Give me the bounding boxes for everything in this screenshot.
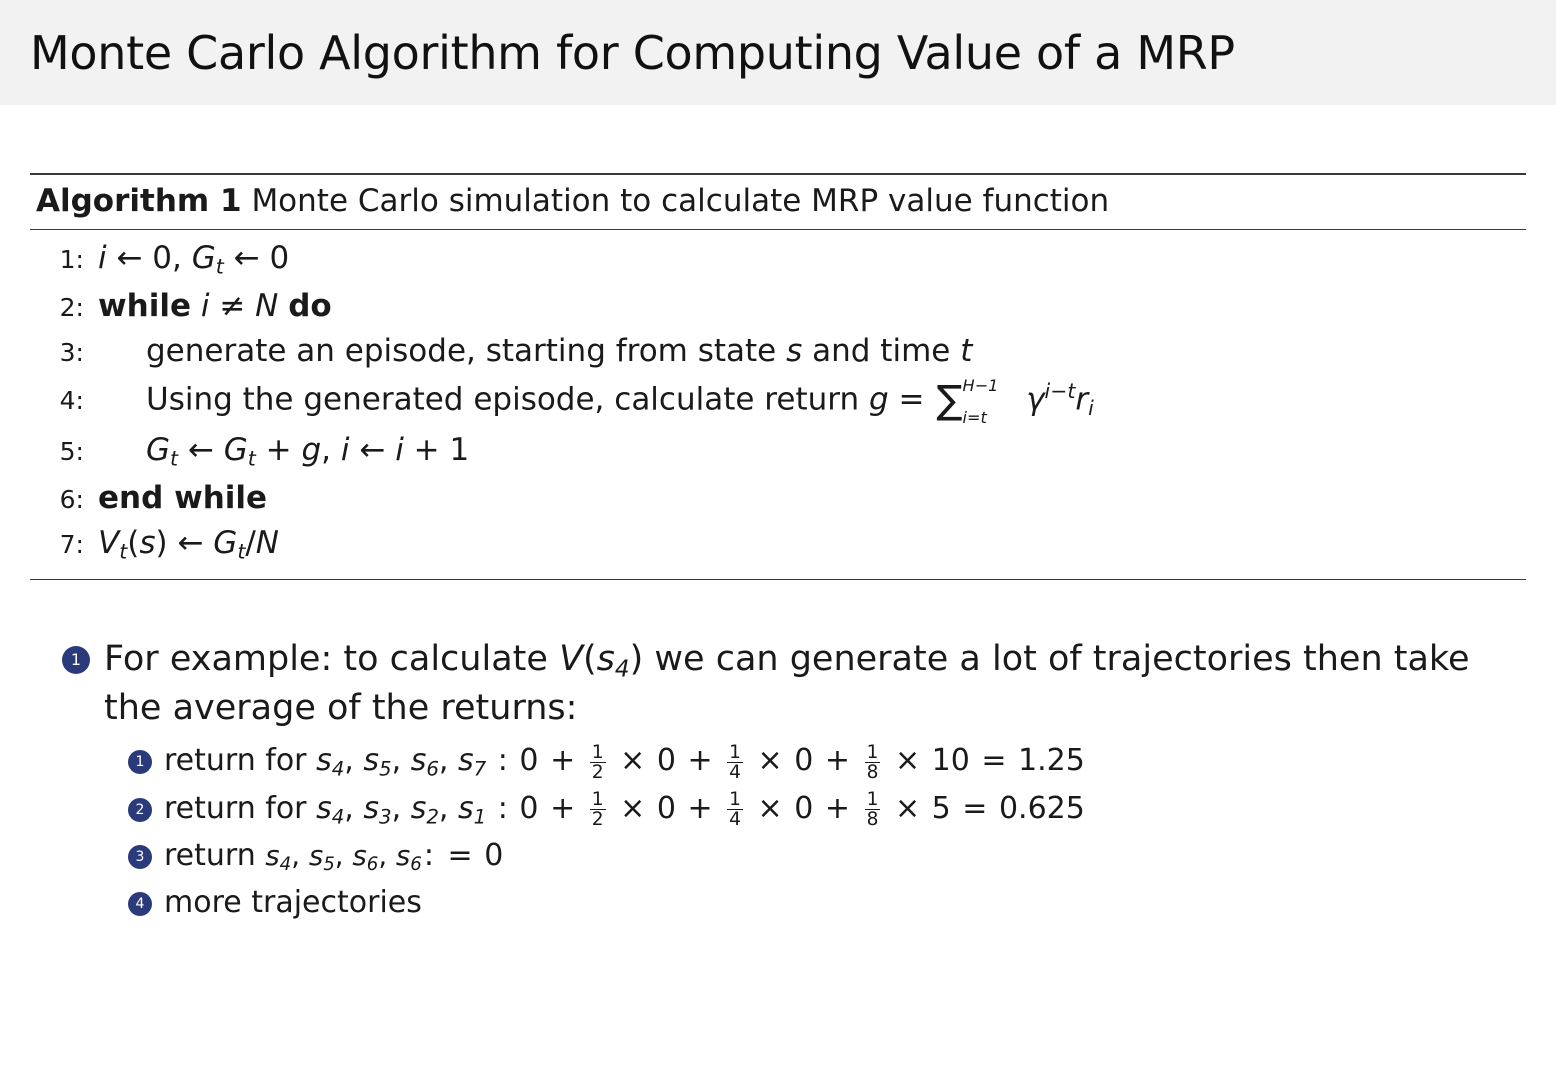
bullet-sub-text: return for $s_4$, $s_5$, $s_6$, $s_7$ : 0 + $\frac{1}{2}$ × 0 + $\frac{1}{4}$ × 0 + $\frac{1}{8}$ × 10 = 1.25 [164,741,1085,784]
line-number: 6: [59,485,84,515]
algorithm-line [30,521,1526,569]
line-number: 2: [59,293,84,323]
bullet-main-text [104,636,1504,731]
sum-lower-limit: i=t [962,408,987,428]
bullet-sub-list [128,741,1522,921]
bullet-marker-icon: 2 [128,798,152,822]
algorithm-bottom-rule [30,579,1526,580]
bullet-sub-item [128,836,1522,877]
bullet-sub-item [128,883,1522,922]
algorithm-line [30,476,1526,521]
line4-equals: = [898,381,925,418]
bullet-main-before: For example: to calculate [104,639,548,680]
fraction-one-half: $\frac{1}{2}$ [591,741,604,784]
fraction-one-fourth: $\frac{1}{4}$ [729,789,741,831]
line-code: $G_t$ ← $G_t + g$, i ← i + 1 [146,431,470,471]
bullet-marker-icon: 1 [128,750,152,774]
algorithm-line [30,329,1526,374]
summation-symbol: ∑ H−1 i=t [936,376,999,428]
sub3-label: return [164,837,256,873]
line3-text2: and time [812,333,951,370]
line-number: 7: [59,530,84,560]
line-code: i ← 0, $G_t$ ← 0 [98,240,290,279]
line-code: while i ≠ N do [98,288,332,325]
sub1-result: 1.25 [1018,743,1085,779]
line4-gamma-exp: i−t [1044,379,1076,404]
line4-r-sub: i [1088,396,1094,421]
bullet-marker-icon: 1 [62,646,90,674]
sub2-result: 0.625 [998,790,1085,826]
sub3-result: 0 [484,837,504,873]
line-code [98,376,1094,428]
sub2-label: return for [164,790,307,826]
fraction-one-eighth: $\frac{1}{8}$ [866,789,879,831]
line-number: 4: [59,386,84,416]
bullet-sub-text: more trajectories [164,884,422,920]
bullet-sub-item [128,789,1522,830]
line4-r: r [1075,381,1089,418]
bullet-main-expr: $V(s_4)$ [559,639,644,683]
algorithm-block [30,173,1526,580]
fraction-one-half: $\frac{1}{2}$ [591,789,604,831]
line-code: $V_t(s)$ ← $G_t/N$ [98,525,279,564]
line-code: end while [98,480,268,517]
algorithm-line [30,236,1526,284]
bullet-item-main [62,636,1522,731]
algorithm-caption: Monte Carlo simulation to calculate MRP value function [251,183,1110,219]
bullet-marker-icon: 3 [128,845,152,869]
bullet-list [62,636,1522,921]
fraction-one-eighth: $\frac{1}{8}$ [866,741,879,784]
line-number: 3: [59,338,84,368]
algorithm-label: Algorithm 1 [36,183,242,219]
algorithm-header [30,175,1526,229]
line4-prefix: Using the generated episode, calculate return [146,381,860,418]
fraction-one-fourth: $\frac{1}{4}$ [729,741,741,784]
line-code [98,333,973,370]
bullet-sub-text: return $s_4$, $s_5$, $s_6$, $s_6$: = 0 [164,837,504,875]
line4-gamma: γ [1026,381,1045,418]
algorithm-line [30,374,1526,428]
sub1-label: return for [164,743,307,779]
line3-time-var: t [960,333,973,370]
line4-g: g [868,381,889,418]
bullet-main-after: we can generate a lot of trajectories then take the average of the returns: [104,639,1470,729]
bullet-sub-item [128,741,1522,782]
bullet-sub-text: return for $s_4$, $s_3$, $s_2$, $s_1$ : 0 + $\frac{1}{2}$ × 0 + $\frac{1}{4}$ × 0 + $\frac{1}{8}$ × 5 = 0.625 [164,789,1085,831]
line-number: 5: [59,436,84,466]
line3-state-var: s [786,333,803,370]
line-number: 1: [59,245,84,274]
line3-text: generate an episode, starting from state [146,333,777,370]
page-title: Monte Carlo Algorithm for Computing Value of a MRP [30,25,1235,80]
slide-title-bar [0,0,1556,105]
bullet-marker-icon: 4 [128,892,152,916]
algorithm-line [30,428,1526,476]
algorithm-body [30,230,1526,579]
algorithm-line [30,284,1526,329]
sum-upper-limit: H−1 [962,376,999,396]
